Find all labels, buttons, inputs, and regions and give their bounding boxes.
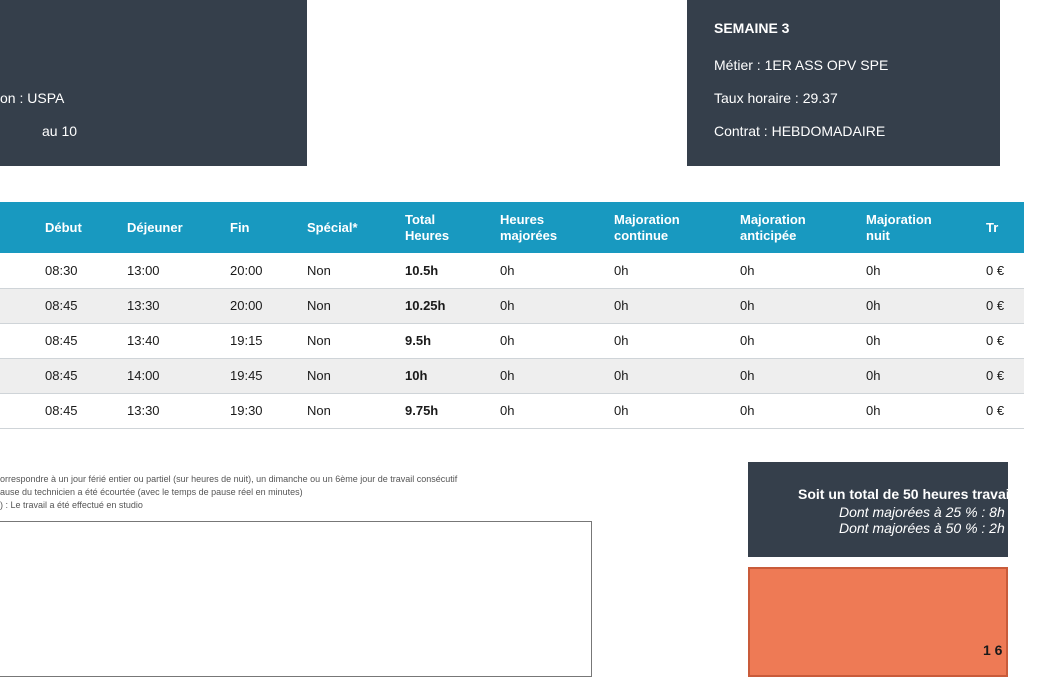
cell-last: 0 € bbox=[970, 323, 1024, 358]
cell-last: 0 € bbox=[970, 358, 1024, 393]
header-heures-majorees bbox=[484, 202, 598, 253]
cell-heures-majorees: 0h bbox=[484, 358, 598, 393]
cell-special: Non bbox=[291, 288, 389, 323]
cell-majoration-anticipee: 0h bbox=[724, 288, 850, 323]
total-amount-box bbox=[748, 567, 1008, 677]
cell-dejeuner: 13:40 bbox=[111, 323, 214, 358]
cell-fin: 20:00 bbox=[214, 288, 291, 323]
total-amount: 1 6 bbox=[983, 642, 1003, 658]
header-mn-line1: Majoration bbox=[866, 211, 932, 227]
cell-last: 0 € bbox=[970, 393, 1024, 428]
table-row bbox=[0, 288, 1024, 323]
summary-majorees-25: Dont majorées à 25 % : 8h bbox=[839, 504, 1005, 520]
cell-day bbox=[0, 358, 29, 393]
cell-heures-majorees: 0h bbox=[484, 288, 598, 323]
cell-majoration-nuit: 0h bbox=[850, 323, 970, 358]
cell-majoration-nuit: 0h bbox=[850, 253, 970, 288]
cell-total: 10.5h bbox=[389, 253, 484, 288]
cell-dejeuner: 13:30 bbox=[111, 288, 214, 323]
cell-majoration-continue: 0h bbox=[598, 323, 724, 358]
cell-majoration-continue: 0h bbox=[598, 393, 724, 428]
table-row bbox=[0, 323, 1024, 358]
cell-majoration-continue: 0h bbox=[598, 288, 724, 323]
cell-debut: 08:45 bbox=[29, 288, 111, 323]
organisation-line: on : USPA bbox=[0, 90, 65, 106]
cell-total: 9.5h bbox=[389, 323, 484, 358]
cell-debut: 08:45 bbox=[29, 323, 111, 358]
cell-dejeuner: 14:00 bbox=[111, 358, 214, 393]
cell-fin: 19:15 bbox=[214, 323, 291, 358]
cell-heures-majorees: 0h bbox=[484, 393, 598, 428]
header-majoration-continue bbox=[598, 202, 724, 253]
cell-debut: 08:30 bbox=[29, 253, 111, 288]
table-row bbox=[0, 358, 1024, 393]
header-mc-line2: continue bbox=[614, 227, 669, 243]
cell-majoration-continue: 0h bbox=[598, 253, 724, 288]
cell-total: 10.25h bbox=[389, 288, 484, 323]
cell-heures-majorees: 0h bbox=[484, 323, 598, 358]
week-label: SEMAINE 3 bbox=[714, 20, 790, 36]
metier-line: Métier : 1ER ASS OPV SPE bbox=[714, 57, 889, 73]
summary-majorees-50: Dont majorées à 50 % : 2h bbox=[839, 520, 1005, 536]
footnote-pause: ause du technicien a été écourtée (avec le temps de pause réel en minutes) bbox=[0, 487, 303, 497]
header-mn-line2: nuit bbox=[866, 227, 890, 243]
comment-box bbox=[0, 521, 592, 677]
cell-majoration-anticipee: 0h bbox=[724, 323, 850, 358]
employee-info-box bbox=[0, 0, 307, 166]
cell-day bbox=[0, 253, 29, 288]
cell-total: 10h bbox=[389, 358, 484, 393]
cell-special: Non bbox=[291, 253, 389, 288]
job-info-box bbox=[687, 0, 1000, 166]
cell-special: Non bbox=[291, 323, 389, 358]
header-fin: Fin bbox=[214, 202, 291, 253]
cell-heures-majorees: 0h bbox=[484, 253, 598, 288]
cell-total: 9.75h bbox=[389, 393, 484, 428]
header-majoration-anticipee bbox=[724, 202, 850, 253]
header-ma-line1: Majoration bbox=[740, 211, 806, 227]
cell-majoration-anticipee: 0h bbox=[724, 393, 850, 428]
header-hm-line1: Heures bbox=[500, 211, 545, 227]
cell-majoration-nuit: 0h bbox=[850, 288, 970, 323]
cell-fin: 19:45 bbox=[214, 358, 291, 393]
cell-majoration-continue: 0h bbox=[598, 358, 724, 393]
cell-majoration-nuit: 0h bbox=[850, 393, 970, 428]
header-mc-line1: Majoration bbox=[614, 211, 680, 227]
header-ma-line2: anticipée bbox=[740, 227, 797, 243]
footnote-special: orrespondre à un jour férié entier ou partiel (sur heures de nuit), un dimanche ou un 6ème jour de travail consécutif bbox=[0, 474, 458, 484]
taux-horaire-line: Taux horaire : 29.37 bbox=[714, 90, 838, 106]
period-line: au 10 bbox=[42, 123, 78, 139]
header-total-line1: Total bbox=[405, 211, 436, 227]
cell-day bbox=[0, 323, 29, 358]
contrat-line: Contrat : HEBDOMADAIRE bbox=[714, 123, 886, 139]
table-header-row bbox=[0, 202, 1024, 253]
header-majoration-nuit bbox=[850, 202, 970, 253]
cell-fin: 20:00 bbox=[214, 253, 291, 288]
header-last: Tr bbox=[970, 202, 1024, 253]
header-hm-line2: majorées bbox=[500, 227, 558, 243]
cell-fin: 19:30 bbox=[214, 393, 291, 428]
table-row bbox=[0, 393, 1024, 428]
header-total-line2: Heures bbox=[405, 227, 450, 243]
footnote-studio: ) : Le travail a été effectué en studio bbox=[0, 500, 143, 510]
cell-majoration-anticipee: 0h bbox=[724, 253, 850, 288]
header-day bbox=[0, 202, 29, 253]
cell-debut: 08:45 bbox=[29, 393, 111, 428]
cell-majoration-nuit: 0h bbox=[850, 358, 970, 393]
cell-last: 0 € bbox=[970, 253, 1024, 288]
cell-day bbox=[0, 288, 29, 323]
cell-majoration-anticipee: 0h bbox=[724, 358, 850, 393]
header-debut: Début bbox=[29, 202, 111, 253]
header-special: Spécial* bbox=[291, 202, 389, 253]
cell-dejeuner: 13:30 bbox=[111, 393, 214, 428]
cell-special: Non bbox=[291, 393, 389, 428]
hours-table bbox=[0, 202, 1024, 429]
cell-day bbox=[0, 393, 29, 428]
table-row bbox=[0, 253, 1024, 288]
header-total-heures bbox=[389, 202, 484, 253]
cell-debut: 08:45 bbox=[29, 358, 111, 393]
cell-dejeuner: 13:00 bbox=[111, 253, 214, 288]
cell-special: Non bbox=[291, 358, 389, 393]
summary-total-hours: Soit un total de 50 heures travaillées bbox=[798, 486, 1041, 502]
hours-summary-box bbox=[748, 462, 1041, 557]
header-dejeuner: Déjeuner bbox=[111, 202, 214, 253]
cell-last: 0 € bbox=[970, 288, 1024, 323]
